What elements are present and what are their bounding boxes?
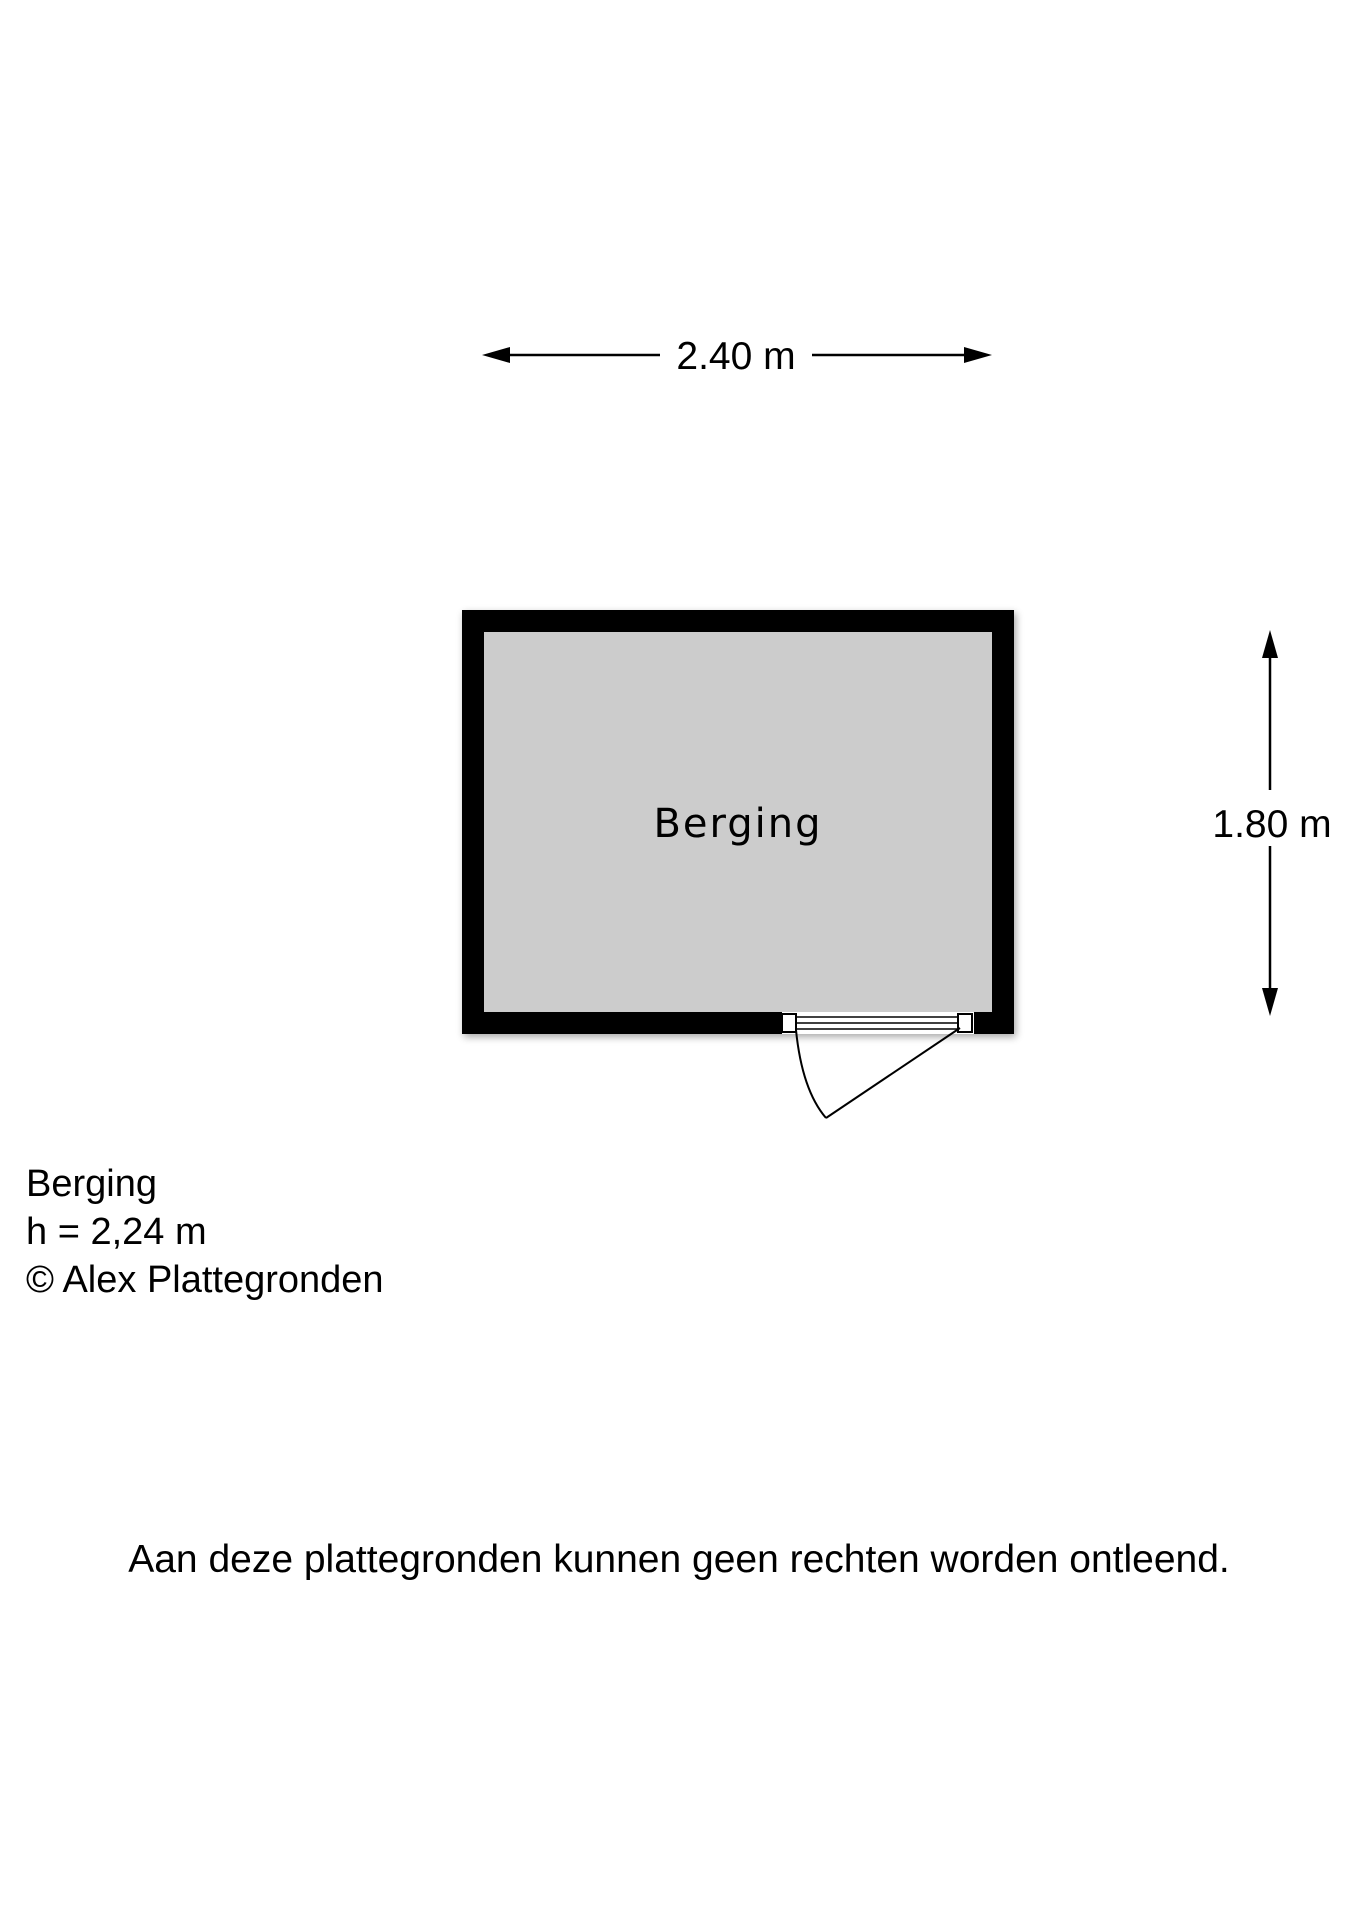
room-berging	[462, 610, 1014, 1034]
depth-label: 1.80 m	[1212, 803, 1332, 846]
arrow-up-icon	[1262, 630, 1278, 658]
arrow-down-icon	[1262, 988, 1278, 1016]
disclaimer: Aan deze plattegronden kunnen geen rechten worden ontleend.	[128, 1538, 1230, 1581]
arrow-left-icon	[482, 347, 510, 363]
door	[782, 1012, 974, 1118]
caption-copyright: © Alex Plattegronden	[26, 1259, 384, 1301]
caption-height: h = 2,24 m	[26, 1211, 207, 1253]
caption-room-name: Berging	[26, 1163, 157, 1205]
door-leaf	[826, 1028, 960, 1118]
door-jamb-left	[782, 1014, 796, 1032]
depth-dimension	[1212, 630, 1331, 1016]
room-label: Berging	[653, 801, 823, 847]
door-swing-arc	[796, 1030, 826, 1118]
width-label: 2.40 m	[676, 335, 796, 378]
door-jamb-right	[958, 1014, 972, 1032]
arrow-right-icon	[964, 347, 992, 363]
plan-caption	[26, 1160, 384, 1304]
width-dimension	[482, 335, 992, 378]
